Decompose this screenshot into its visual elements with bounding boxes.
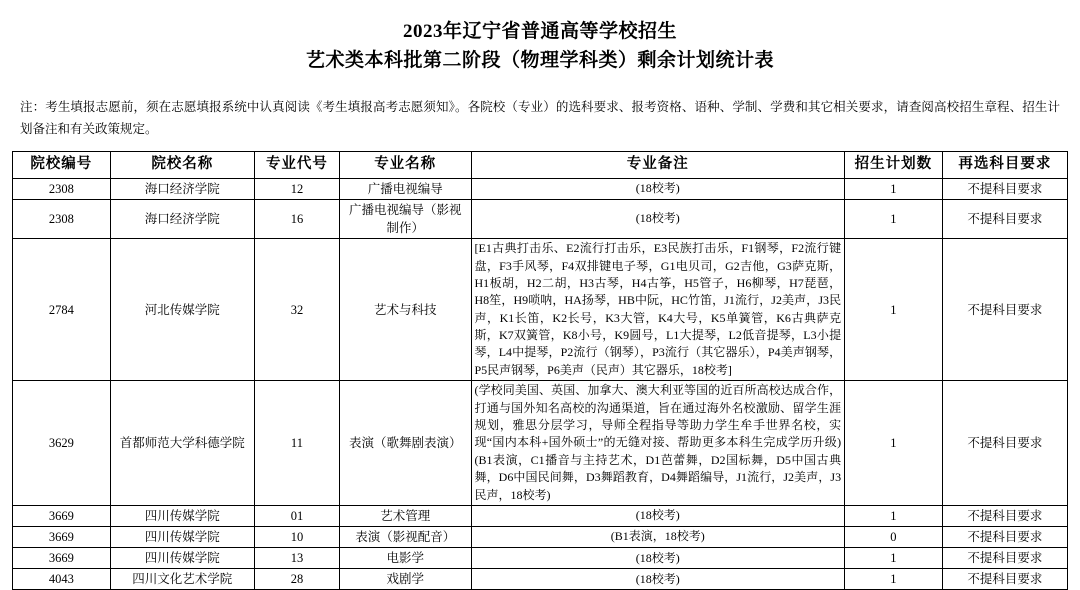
note-paragraph: 注：考生填报志愿前，须在志愿填报系统中认真阅读《考生填报高考志愿须知》。各院校（专业）的选科要求、报考资格、语种、学制、学费和其它相关要求，请查阅高校招生章程、招生计划备注和有关政策规定。 [20, 100, 1060, 136]
cell-subject-requirement: 不提科目要求 [942, 199, 1067, 238]
table-row [13, 239, 1068, 381]
cell-school-name: 四川文化艺术学院 [110, 569, 254, 590]
cell-plan-count: 1 [845, 199, 943, 238]
cell-major-name: 表演（影视配音） [339, 527, 471, 548]
cell-school-code: 3669 [13, 527, 111, 548]
cell-subject-requirement: 不提科目要求 [942, 548, 1067, 569]
cell-major-name: 电影学 [339, 548, 471, 569]
column-header-major-remark: 专业备注 [471, 151, 845, 178]
cell-major-remark: (18校考) [471, 178, 845, 199]
cell-subject-requirement: 不提科目要求 [942, 569, 1067, 590]
cell-school-code: 3629 [13, 381, 111, 506]
table-row [13, 569, 1068, 590]
cell-plan-count: 1 [845, 239, 943, 381]
cell-major-remark: (18校考) [471, 548, 845, 569]
table-row [13, 178, 1068, 199]
cell-major-remark: (18校考) [471, 199, 845, 238]
page-title [12, 18, 1068, 75]
cell-major-remark: (18校考) [471, 505, 845, 526]
cell-major-name: 艺术与科技 [339, 239, 471, 381]
cell-subject-requirement: 不提科目要求 [942, 381, 1067, 506]
cell-plan-count: 1 [845, 505, 943, 526]
plan-table [12, 151, 1068, 590]
cell-school-code: 2784 [13, 239, 111, 381]
cell-major-name: 表演（歌舞剧表演） [339, 381, 471, 506]
cell-subject-requirement: 不提科目要求 [942, 178, 1067, 199]
cell-school-code: 2308 [13, 199, 111, 238]
cell-plan-count: 1 [845, 569, 943, 590]
cell-major-code: 11 [254, 381, 339, 506]
cell-major-code: 28 [254, 569, 339, 590]
cell-major-code: 32 [254, 239, 339, 381]
cell-plan-count: 0 [845, 527, 943, 548]
title-line-2: 艺术类本科批第二阶段（物理学科类）剩余计划统计表 [305, 49, 774, 71]
cell-school-name: 四川传媒学院 [110, 505, 254, 526]
column-header-school-name: 院校名称 [110, 151, 254, 178]
cell-major-remark: (18校考) [471, 569, 845, 590]
cell-major-name: 广播电视编导 [339, 178, 471, 199]
cell-plan-count: 1 [845, 178, 943, 199]
table-body [13, 178, 1068, 590]
cell-school-name: 海口经济学院 [110, 199, 254, 238]
cell-major-remark: (学校同美国、英国、加拿大、澳大利亚等国的近百所高校达成合作，打通与国外知名高校的沟通渠道，旨在通过海外名校激励、留学生涯规划，雅思分层学习，导师全程指导等助力学生牟手世界名校，实现“国内本科+国外硕士”的无缝对接、帮助更多本科生完成学历升级)(B1表演，C1播音与主持艺术，D1芭蕾舞，D2国标舞，D5中国古典舞，D6中国民间舞，D3舞蹈教育，D4舞蹈编导，J1流行，J2美声，J3民声，18校考) [471, 381, 845, 506]
table-header-row [13, 151, 1068, 178]
cell-subject-requirement: 不提科目要求 [942, 527, 1067, 548]
cell-subject-requirement: 不提科目要求 [942, 505, 1067, 526]
cell-major-remark: [E1古典打击乐、E2流行打击乐，E3民族打击乐，F1钢琴，F2流行键盘，F3手风琴，F4双排键电子琴，G1电贝司，G2吉他，G3萨克斯，H1板胡，H2二胡，H3古琴，H4古筝，H5管子，H6柳琴，H7琵琶，H8笙，H9唢呐，HA扬琴，HB中阮，HC竹笛，J1流行，J2美声，J3民声，K1长笛，K2长号，K3大管，K4大号，K5单簧管，K6古典萨克斯，K7双簧管，K8小号，K9圆号，L1大提琴，L2低音提琴，L3小提琴，L4中提琴，P2流行（钢琴），P3流行（其它器乐），P4美声钢琴，P5民声钢琴，P6美声（民声）其它器乐，18校考] [471, 239, 845, 381]
column-header-plan-count: 招生计划数 [845, 151, 943, 178]
cell-major-code: 12 [254, 178, 339, 199]
cell-major-name: 戏剧学 [339, 569, 471, 590]
cell-school-name: 河北传媒学院 [110, 239, 254, 381]
table-row [13, 505, 1068, 526]
table-row [13, 527, 1068, 548]
title-line-1: 2023年辽宁省普通高等学校招生 [402, 21, 677, 42]
cell-subject-requirement: 不提科目要求 [942, 239, 1067, 381]
cell-school-code: 3669 [13, 548, 111, 569]
cell-school-name: 四川传媒学院 [110, 548, 254, 569]
cell-major-remark: (B1表演，18校考) [471, 527, 845, 548]
cell-school-code: 2308 [13, 178, 111, 199]
cell-major-code: 16 [254, 199, 339, 238]
cell-school-code: 4043 [13, 569, 111, 590]
column-header-subject-requirement: 再选科目要求 [942, 151, 1067, 178]
cell-plan-count: 1 [845, 381, 943, 506]
cell-major-name: 广播电视编导（影视制作） [339, 199, 471, 238]
cell-major-name: 艺术管理 [339, 505, 471, 526]
cell-school-name: 四川传媒学院 [110, 527, 254, 548]
table-row [13, 381, 1068, 506]
cell-plan-count: 1 [845, 548, 943, 569]
cell-major-code: 10 [254, 527, 339, 548]
table-row [13, 548, 1068, 569]
cell-school-name: 海口经济学院 [110, 178, 254, 199]
table-row [13, 199, 1068, 238]
cell-school-name: 首都师范大学科德学院 [110, 381, 254, 506]
cell-major-code: 01 [254, 505, 339, 526]
column-header-school-code: 院校编号 [13, 151, 111, 178]
cell-major-code: 13 [254, 548, 339, 569]
column-header-major-name: 专业名称 [339, 151, 471, 178]
column-header-major-code: 专业代号 [254, 151, 339, 178]
cell-school-code: 3669 [13, 505, 111, 526]
